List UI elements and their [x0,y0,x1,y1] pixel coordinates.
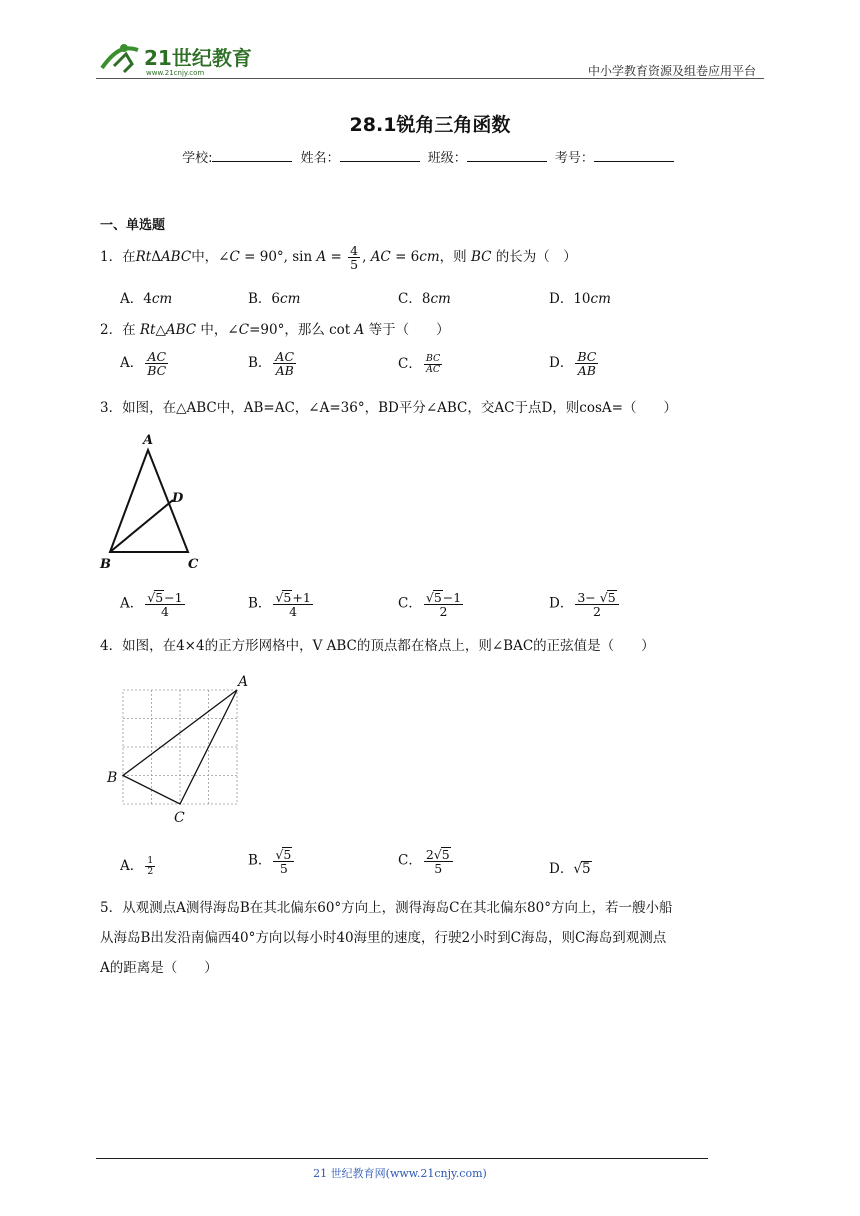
footer-link[interactable]: 21 世纪教育网(www.21cnjy.com) [313,1167,487,1180]
q3-triangle-figure [96,430,216,575]
name-blank [340,149,420,162]
svg-text:C: C [188,557,199,572]
name-label: 姓名： [300,151,340,166]
footer-divider [96,1158,708,1159]
q3-option-a[interactable]: A． $\frac{√5-1}{4}$ [120,590,183,620]
platform-name: 中小学教育资源及组卷应用平台 [587,64,756,78]
question-4: 4．如图，在4×4的正方形网格中，V ABC的顶点都在格点上，则∠BAC的正弦值是（ ） [100,638,655,654]
exam-no-label: 考号： [554,151,594,166]
q1-option-b[interactable]: B．6cm [248,291,301,307]
class-label: 班级： [427,151,467,166]
page-title: 28.1锐角三角函数 [349,114,511,136]
svg-text:B: B [100,557,111,572]
q2-option-a[interactable]: A． $\frac{AC}{BC}$ [120,349,167,379]
q3-option-b[interactable]: B． $\frac{√5+1}{4}$ [248,590,311,620]
q4-option-d[interactable]: D．√5 [549,861,591,877]
q4-option-a[interactable]: A． $\frac{1}{2}$ [120,855,154,877]
exam-no-blank [594,149,674,162]
question-5: 5．从观测点A测得海岛B在其北偏东60°方向上，测得海岛C在其北偏东80°方向上，若一艘小船 从海岛B出发沿南偏西40°方向以每小时40海里的速度，行驶2小时到C海岛，则C海岛到观测点 A的距离是（ ） [100,900,673,976]
svg-text:C: C [174,810,185,826]
question-2: 2．在 Rt△ABC 中，∠C=90°，那么 cot A 等于（ ） [100,322,450,338]
q4-option-b[interactable]: B． $\frac{√5}{5}$ [248,847,296,875]
svg-text:B: B [107,770,118,786]
q3-option-c[interactable]: C． $\frac{√5-1}{2}$ [398,590,462,620]
q4-grid-figure [100,670,260,830]
svg-text:21世纪教育: 21世纪教育 [144,46,252,70]
q2-option-d[interactable]: D． $\frac{BC}{AB}$ [549,349,597,379]
q1-option-a[interactable]: A．4cm [120,291,173,307]
section-heading: 一、单选题 [100,218,166,233]
q1-option-d[interactable]: D．10cm [549,291,611,307]
class-blank [467,149,547,162]
q1-option-c[interactable]: C．8cm [398,291,451,307]
school-blank [212,149,292,162]
q2-option-c[interactable]: C． $\frac{BC}{AC}$ [398,353,441,375]
svg-text:A: A [143,433,154,448]
site-logo [96,38,266,80]
q3-option-d[interactable]: D． $\frac{3- √5}{2}$ [549,590,621,618]
header-divider [96,78,764,79]
svg-text:www.21cnjy.com: www.21cnjy.com [146,69,205,77]
school-label: 学校: [182,151,213,166]
svg-text:D: D [172,491,184,506]
q2-option-b[interactable]: B． $\frac{AC}{AB}$ [248,349,295,379]
question-3: 3．如图，在△ABC中，AB=AC，∠A=36°，BD平分∠ABC，交AC于点D，则cosA=（ ） [100,400,677,416]
q4-option-c[interactable]: C． $\frac{2√5}{5}$ [398,847,455,875]
student-info [0,147,860,166]
svg-text:A: A [238,674,249,690]
question-1: 1．在RtΔABC中，∠C = 90°, sin A = $\frac{4}{5}$ , AC = 6cm，则 BC 的长为（ ） [100,243,577,273]
